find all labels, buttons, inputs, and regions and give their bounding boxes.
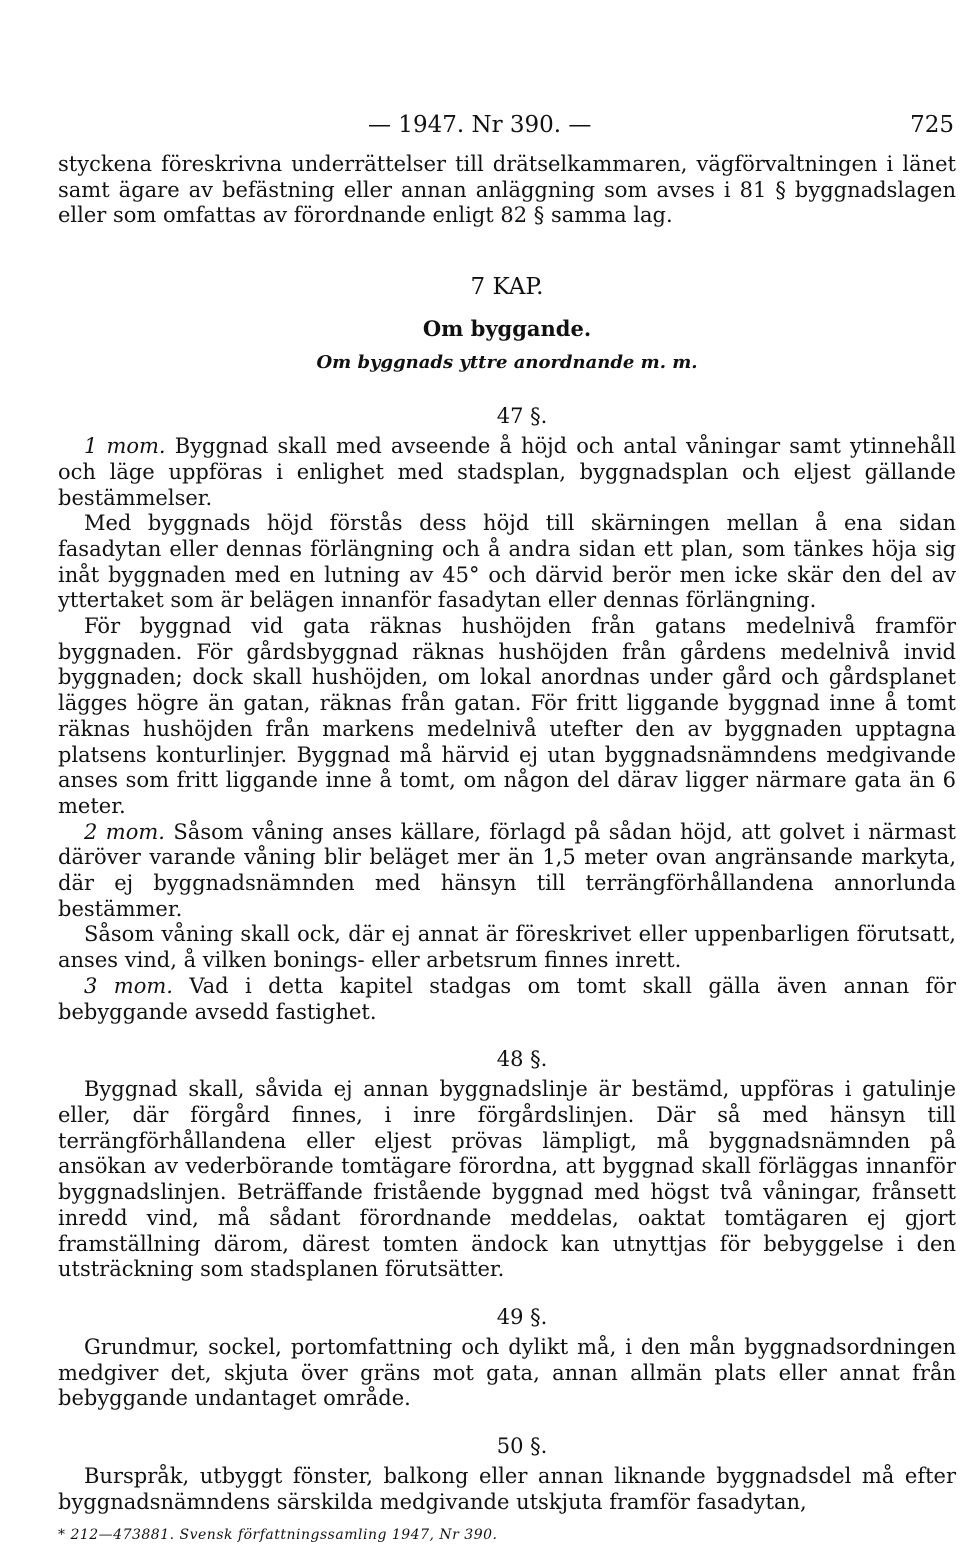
section-47-mom-3 [58, 974, 956, 1025]
section-47-heading: 47 §. [496, 404, 548, 429]
section-47-mom-1-paragraph-2: Med byggnads höjd förstås dess höjd till skärningen mellan å ena sidan fasadytan eller dennas förlängning och å andra sidan ett plan, som tänkes höja sig inåt byggnaden med en lutning av 45° och därvid berör men icke skär den del av yttertaket som är belägen innanför fasadytan eller dennas förlängning. [58, 511, 956, 613]
section-50-text: Burspråk, utbyggt fönster, balkong eller annan liknande byggnadsdel må efter byggnadsnämndens särskilda medgivande utskjuta framför fasadytan, [58, 1464, 956, 1514]
page-number: 725 [910, 112, 954, 138]
section-48-text: Byggnad skall, såvida ej annan byggnadslinje är bestämd, uppföras i gatulinje eller, där förgård finnes, i inre förgårdslinjen. Där så med hänsyn till terrängförhållandena eller eljest prövas lämpligt, må byggnadsnämnden på ansökan av vederbörande tomtägare förordna, att byggnad skall förläggas innanför byggnadslinjen. Beträffande fristående byggnad med högst två våningar, frånsett inredd vind, må sådant förordnande meddelas, oaktat tomtägaren ej gjort framställning därom, därest tomten ändock kan utnyttjas för bebyggelse i den utsträckning som stadsplanen förutsätter. [58, 1077, 956, 1282]
chapter-title: Om byggande. [422, 316, 592, 342]
intro-paragraph: styckena föreskrivna underrättelser till drätselkammaren, vägförvaltningen i länet samt ägare av befästning eller annan anläggning som avses i 81 § byggnadslagen eller som omfattas av förordnande enligt 82 § samma lag. [58, 152, 956, 228]
section-50-heading: 50 §. [496, 1434, 548, 1459]
page-footer: * 212—473881. Svensk författningssamling 1947, Nr 390. [58, 1527, 498, 1543]
page-header [58, 112, 956, 152]
section-49-heading: 49 §. [496, 1304, 548, 1329]
mom-label: 3 mom. [84, 973, 173, 998]
chapter-subtitle: Om byggnads yttre anordnande m. m. [316, 352, 698, 374]
section-49-text: Grundmur, sockel, portomfattning och dylikt må, i den mån byggnadsordningen medgiver det, skjuta över gräns mot gata, annan allmän plats eller annat från bebyggande undantaget område. [58, 1334, 956, 1411]
mom-text: Såsom våning anses källare, förlagd på sådan höjd, att golvet i närmast däröver varande våning blir beläget mer än 1,5 meter ovan angränsande markyta, där ej byggnadsnämnden med hänsyn till terrängförhållandena annorlunda bestämmer. [58, 819, 956, 921]
mom-label: 2 mom. [84, 819, 165, 844]
mom-label: 1 mom. [84, 434, 166, 459]
section-47-mom-1-paragraph-3: För byggnad vid gata räknas hushöjden från gatans medelnivå framför byggnaden. För gårdsbyggnad räknas hushöjden från gårdens medelnivå invid byggnaden; dock skall hushöjden, om lokal anordnas under gård och gårdsplanet lägges högre än gatan, räknas från gatan. För fritt liggande byggnad inne å tomt räknas hushöjden från markens medelnivå utefter den av byggnaden upptagna platsens konturlinjer. Byggnad må härvid ej utan byggnadsnämndens medgivande anses som fritt liggande inne å tomt, om någon del därav ligger närmare gata än 6 meter. [58, 614, 956, 818]
chapter-number: 7 KAP. [470, 274, 544, 301]
document-page [58, 112, 956, 1543]
section-48-heading: 48 §. [496, 1047, 548, 1072]
section-47-mom-2 [58, 820, 956, 923]
section-47-mom-2-paragraph-2: Såsom våning skall ock, där ej annat är föreskrivet eller uppenbarligen förutsatt, anses vind, å vilken bonings- eller arbetsrum finnes inrett. [58, 922, 956, 973]
mom-text: Byggnad skall med avseende å höjd och antal våningar samt ytinnehåll och läge uppföras i enlighet med stadsplan, byggnadsplan och eljest gällande bestämmelser. [58, 434, 956, 510]
mom-text: Vad i detta kapitel stadgas om tomt skall gälla även annan för bebyggande avsedd fastighet. [58, 973, 956, 1024]
running-title: — 1947. Nr 390. — [368, 112, 592, 138]
section-47-mom-1 [58, 434, 956, 511]
